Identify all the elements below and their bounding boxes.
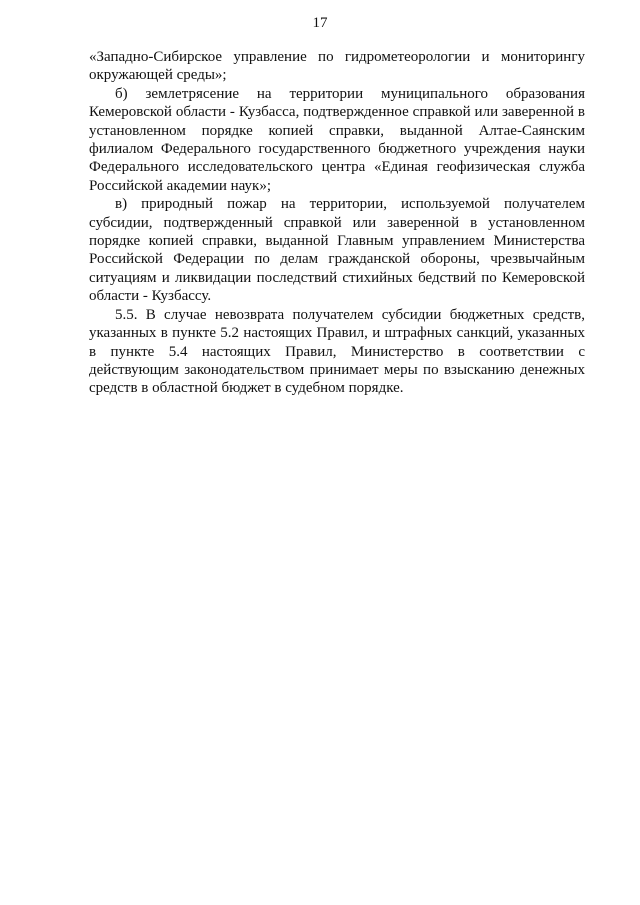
- paragraph-continuation: «Западно-Сибирское управление по гидрометеорологии и мониторингу окружающей среды»;: [89, 49, 585, 84]
- document-body: [89, 48, 585, 398]
- paragraph-clause-5-5: 5.5. В случае невозврата получателем субсидии бюджетных средств, указанных в пункте 5.2 настоящих Правил, и штрафных санкций, указанных в пункте 5.4 настоящих Правил, Министерство в соответствии с действующим законодательством принимает меры по взысканию денежных средств в областной бюджет в судебном порядке.: [89, 306, 585, 397]
- paragraph-item-b-earthquake: б) землетрясение на территории муниципального образования Кемеровской области - Кузбасса, подтвержденное справкой или заверенной в установленном порядке копией справки, выданной Алтае-Саянским филиалом Федерального государственного бюджетного учреждения науки Федерального исследовательского центра «Единая геофизическая служба Российской академии наук»;: [89, 85, 585, 194]
- page-number: 17: [312, 15, 328, 31]
- paragraph-item-v-wildfire: в) природный пожар на территории, используемой получателем субсидии, подтвержденный справкой или заверенной в установленном порядке копией справки, выданной Главным управлением Министерства Российской Федерации по делам гражданской обороны, чрезвычайным ситуациям и ликвидации последствий стихийных бедствий по Кемеровской области - Кузбассу.: [89, 196, 585, 305]
